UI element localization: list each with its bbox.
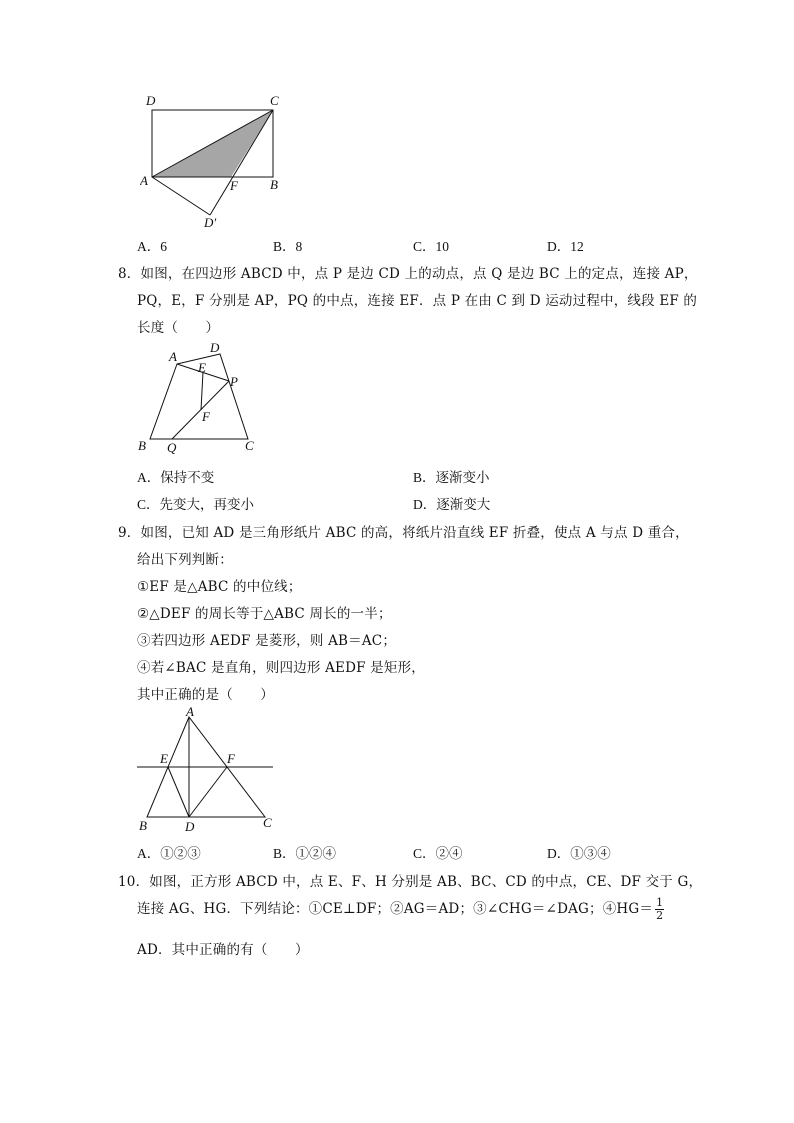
q8-figure: [132, 338, 262, 458]
fraction-one-half: [655, 897, 664, 922]
label-q: Q: [167, 440, 177, 455]
q7-option-d[interactable]: D．12: [547, 239, 584, 254]
label-d: D: [210, 340, 220, 355]
q8-line-3: 长度（ ）: [137, 320, 220, 336]
label-c: C: [263, 815, 272, 830]
q9-line-1: 9．如图，已知 AD 是三角形纸片 ABC 的高，将纸片沿直线 EF 折叠，使点 A 与点 D 重合，: [118, 525, 689, 541]
q9-option-a[interactable]: A．①②③: [137, 846, 201, 861]
label-a: A: [169, 349, 177, 364]
q9-judgement-2: ②△DEF 的周长等于△ABC 周长的一半；: [137, 606, 392, 622]
label-b: B: [270, 177, 278, 192]
q9-judgement-1: ①EF 是△ABC 的中位线；: [137, 579, 302, 595]
q8-line-2: PQ，E，F 分别是 AP，PQ 的中点，连接 EF．点 P 在由 C 到 D 运动过程中，线段 EF 的: [137, 293, 698, 309]
label-d: D: [146, 93, 156, 108]
q8-option-a[interactable]: A．保持不变: [137, 470, 215, 485]
label-d: D: [185, 819, 195, 834]
q8-option-d[interactable]: D．逐渐变大: [413, 497, 491, 512]
q9-option-c[interactable]: C．②④: [413, 846, 463, 861]
label-e: E: [160, 751, 168, 766]
label-b: B: [139, 818, 147, 833]
q10-line-3: AD．其中正确的有（ ）: [137, 942, 309, 958]
q7-option-b[interactable]: B．8: [273, 239, 303, 254]
q8-line-1: 8．如图，在四边形 ABCD 中，点 P 是边 CD 上的动点，点 Q 是边 BC 上的定点，连接 AP，: [118, 266, 698, 282]
q10-line-1: 10．如图，正方形 ABCD 中，点 E、F、H 分别是 AB、BC、CD 的中点，CE、DF 交于 G，: [118, 874, 703, 890]
label-f: F: [227, 751, 235, 766]
fraction-denominator: 2: [656, 909, 664, 922]
q8-option-b[interactable]: B．逐渐变小: [413, 470, 490, 485]
fraction-numerator: 1: [656, 896, 664, 909]
label-f: F: [202, 409, 210, 424]
segment-pq: [172, 381, 229, 439]
q9-option-d[interactable]: D．①③④: [547, 846, 611, 861]
segment-ef: [201, 372, 203, 410]
label-d-prime: D′: [204, 215, 217, 230]
q9-judgement-4: ④若∠BAC 是直角，则四边形 AEDF 是矩形，: [137, 660, 425, 676]
label-a: A: [186, 704, 194, 719]
label-a: A: [140, 173, 148, 188]
segment-fd: [189, 767, 227, 817]
segment-ad-prime: [152, 177, 210, 215]
label-c: C: [270, 93, 279, 108]
q9-figure: [132, 704, 282, 834]
q9-line-7: 其中正确的是（ ）: [137, 687, 274, 703]
q7-figure: [140, 90, 300, 230]
q7-option-c[interactable]: C．10: [413, 239, 450, 254]
segment-ed: [168, 767, 189, 817]
q10-line-2: [137, 897, 664, 922]
label-e: E: [198, 360, 206, 375]
q7-option-a[interactable]: A．6: [137, 239, 167, 254]
q8-option-c[interactable]: C．先变大，再变小: [137, 497, 255, 512]
q9-line-2: 给出下列判断：: [137, 552, 233, 568]
q9-judgement-3: ③若四边形 AEDF 是菱形，则 AB＝AC；: [137, 633, 397, 649]
q9-option-b[interactable]: B．①②④: [273, 846, 337, 861]
label-p: P: [230, 374, 238, 389]
label-f: F: [230, 178, 238, 193]
label-b: B: [138, 438, 146, 453]
q10-line-2-text: 连接 AG、HG．下列结论：①CE⊥DF；②AG＝AD；③∠CHG＝∠DAG；④HG＝: [137, 901, 654, 917]
label-c: C: [245, 438, 254, 453]
